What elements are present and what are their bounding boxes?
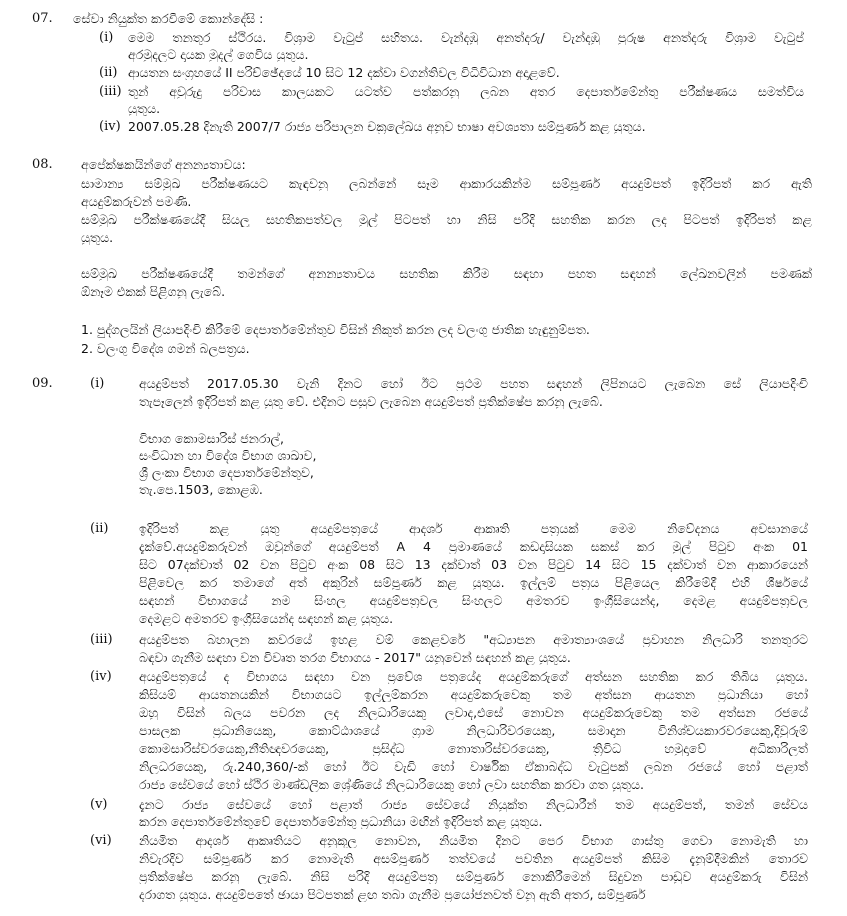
item-text: කරන දෙපාර්තමේන්තුවේ දෙපාර්තමේන්තු ප්‍රධානියා මඟින් ඉදිරිපත් කළ යුතුය. <box>139 814 543 829</box>
item-text: සඳහන් විභාගයේ නම සිංහල අයදුම්පත්‍රවල සිංහලට අමතරව ඉංග්‍රීසියෙන්ද, දෙමළ අයදුම්පත්‍රවල <box>139 593 808 608</box>
item-text: අයදුම්පත් 2017.05.30 වැනි දිනට හෝ ඊට ප්‍රථම පහත සඳහන් ලිපිනයට ලැබෙන සේ ලියාපදිංචි <box>139 376 808 391</box>
document-list-item: 2. වලංගු විදේශ ගමන් බලපත්‍රය. <box>81 341 250 356</box>
item-text: නිලධරයෙකු, රු.240,360/-ක් හෝ ඊට වැඩි හෝ වාර්ෂික ඒකාබද්ධ වැටුපක් ලබන රජයේ හෝ පළාත් <box>139 759 808 774</box>
item-text: ආයතන සංග්‍රහයේ II පරිච්ඡේදයේ 10 සිට 12 දක්වා වගන්තිවල විධිවිධාන අදාළවේ. <box>128 65 560 80</box>
section-heading: අපේක්ෂකයින්ගේ අනන්‍යතාවය: <box>81 157 246 172</box>
item-text: දැක්වේ.අයදුම්කරුවන් ඔවුන්ගේ අයදුම්පත් A 4 ප්‍රමාණයේ කඩදාසියක සකස් කර මුල් පිටුව අංක 01 <box>139 539 808 554</box>
item-roman-numeral: (iii) <box>90 632 113 647</box>
section-number: 09. <box>32 376 53 391</box>
item-text: ඔහු විසින් බලය පවරන ලද නිලධාරියෙකු ලවාද,එසේ නොවන අයදුම්කරුවෙකු තම අත්සන රජයේ <box>139 705 808 720</box>
address-line: විභාග කොමසාරිස් ජනරාල්, <box>139 431 285 446</box>
item-text: කිසියම් ආයතනයකින් විභාගයට ඉල්ලුම්කරන අයදුම්කරුවෙකු තම අත්සන ආයතන ප්‍රධානියා හෝ <box>139 687 808 702</box>
address-line: තැ.පෙ.1503, කොළඹ. <box>139 482 263 497</box>
item-roman-numeral: (i) <box>90 376 105 391</box>
section-heading: සේවා නියුක්ත කරවීමේ කොන්දේසි : <box>73 11 264 26</box>
item-text: දැනට රාජ්‍ය සේවයේ හෝ පළාත් රාජ්‍ය සේවයේ නියුක්ත නිලධාරීන් තම අයදුම්පත්, තමන් සේවය <box>139 797 808 812</box>
item-text: ප්‍රතික්ෂේප කරනු ලැබේ. නිසි පරිදි අයදුම්පත්‍ර සම්පූර්ණ නොකිරීමෙන් සිදුවන පාඩුව අයදුම්කරු විසින් <box>139 869 808 884</box>
item-roman-numeral: (i) <box>99 30 114 45</box>
paragraph-line: ඕනෑම එකක් පිළිගනු ලැබේ. <box>81 284 226 299</box>
item-text: සිට 07දක්වාත් 02 වන පිටුව අංක 08 සිට 13 දක්වාත් 03 වන පිටුව 14 සිට 15 දක්වාත් වන ආකාරයෙන් <box>139 557 808 572</box>
address-line: සංවිධාන හා විදේශ විභාග ශාඛාව, <box>139 448 317 463</box>
item-text: නිවැරදිව සම්පූර්ණ කර නොමැති අසම්පූර්ණ තත්වයේ පවතින අයදුම්පත් කිසිම දැනුම්දීමකින් තොරව <box>139 851 808 866</box>
item-text: ඉදිරිපත් කළ යුතු අයදුම්පත්‍රයේ ආදර්ශ ආකෘති පත්‍රයක් මෙම නිවේදනය අවසානයේ <box>139 521 808 536</box>
item-text: පාසලක ප්‍රධානියෙකු, කොට්ඨාශයේ ග්‍රාම නිලධාරිවරයෙකු, සමාදාන විනිශ්චයකාරවරයෙකු,දිවුරුම් <box>139 723 808 738</box>
item-roman-numeral: (iv) <box>90 669 112 684</box>
paragraph-line: අයදුම්කරුවන් පමණි. <box>81 194 192 209</box>
item-text: අයදුම්පත බහාලන කවරයේ ඉහළ වම් කෙළවරේ "අධ්‍යාපන අමාත්‍යාංශයේ ප්‍රවාහන නිලධාරි තනතුරට <box>139 632 808 647</box>
item-text: දරාගත යුතුය. අයදුම්පතේ ඡායා පිටපතක් ළඟ තබා ගැනීම ප්‍රයෝජනවත් වනු ඇති අතර, සම්පූර්ණ <box>139 887 646 902</box>
item-roman-numeral: (ii) <box>99 65 118 80</box>
item-roman-numeral: (vi) <box>90 833 112 848</box>
document-list-item: 1. පුද්ගලයින් ලියාපදිංචි කිරීමේ දෙපාර්තමේන්තුව විසින් නිකුත් කරන ලද වලංගු ජාතික හැඳුනුම්පත. <box>81 322 590 337</box>
item-text: යුතුය. <box>128 101 161 116</box>
section-number: 07. <box>32 11 53 26</box>
item-text: පිළිවෙල කර තමාගේ අත් අකුරින් සම්පූර්ණ කළ යුතුය. ඉල්ලුම් පත්‍රය පිළියෙල කිරීමේදී එහි ශීර්ෂයේ <box>139 575 808 590</box>
address-line: ශ්‍රී ලංකා විභාග දෙපාර්තමේන්තුව, <box>139 465 314 480</box>
item-text: මෙම තනතුර ස්ථිරය. විශ්‍රාම වැටුප් සහිතය. වැන්දඹු අනත්දරු/ වැන්දඹු පුරුෂ අනත්දරු විශ්‍රාම වැටුප් <box>128 30 804 45</box>
item-text: කොමසාරිස්වරයෙකු,නීතිඥවරයෙකු, ප්‍රසිද්ධ නොතාරිස්වරයෙකු, ත්‍රිවිධ හමුදාවේ අධිකාරිලත් <box>139 741 808 756</box>
item-text: තුන් අවුරුදු පරිවාස කාලයකට යටත්ව පත්කරනු ලබන අතර දෙපාර්තමේන්තු පරීක්ෂණය සමත්විය <box>128 84 804 99</box>
item-roman-numeral: (iii) <box>99 84 122 99</box>
item-text: 2007.05.28 දිනැති 2007/7 රාජ්‍ය පරිපාලන චක්‍රලේඛය අනුව භාෂා අවශ්‍යතා සම්පූර්ණ කළ යුතුය. <box>128 119 646 134</box>
paragraph-line: යුතුය. <box>81 230 114 245</box>
item-text: අයදුම්පත්‍රයේ ද විභාගය සඳහා වන ප්‍රවේශ පත්‍රයේද අයදුම්කරුගේ අත්සන සහතික කර තිබිය යුතුය. <box>139 669 808 684</box>
item-text: රාජ්‍ය සේවයේ හෝ ස්ථිර මාණ්ඩලික ශ්‍රේණියේ නිලධාරියෙකු හෝ ලවා සහතික කරවා ගත යුතුය. <box>139 777 645 792</box>
item-text: බඳවා ගැනීම සඳහා වන විවෘත තරග විභාගය - 2017" යනුවෙන් සඳහන් කළ යුතුය. <box>139 650 571 665</box>
item-text: අරමුදලට දායක මුදල් ගෙවිය යුතුය. <box>128 47 309 62</box>
paragraph-line: සම්මුඛ පරීක්ෂණයේදී තමන්ගේ අනන්‍යතාවය සහතික කිරීම සඳහා පහත සඳහන් ලේඛනවලින් පමණක් <box>81 266 812 281</box>
item-text: නියමිත ආදර්ශ ආකෘතියට අනුකූල නොවන, නියමිත දිනට පෙර විභාග ගාස්තු ගෙවා නොමැති හා <box>139 833 808 848</box>
paragraph-line: සාමාන්‍ය සම්මුඛ පරීක්ෂණයට කැඳවනු ලබන්නේ සෑම ආකාරයකින්ම සම්පූර්ණ අයදුම්පත් ඉදිරිපත් කර ඇති <box>81 176 812 191</box>
item-roman-numeral: (v) <box>90 797 108 812</box>
item-roman-numeral: (ii) <box>90 521 109 536</box>
paragraph-line: සම්මුඛ පරීක්ෂණයේදී සියලු සහතිකපත්වල මුල් පිටපත් හා නිසි පරිදි සහතික කරන ලද පිටපත් ඉදිරිපත් කළ <box>81 212 812 227</box>
section-number: 08. <box>32 157 53 172</box>
item-text: දෙමළට අමතරව ඉංග්‍රීසියෙන්ද සඳහන් කළ යුතුය. <box>139 611 394 626</box>
item-roman-numeral: (iv) <box>99 119 121 134</box>
item-text: තැපෑලෙන් ඉදිරිපත් කළ යුතු වේ. එදිනට පසුව ලැබෙන අයදුම්පත් ප්‍රතික්ෂේප කරනු ලැබේ. <box>139 394 603 409</box>
